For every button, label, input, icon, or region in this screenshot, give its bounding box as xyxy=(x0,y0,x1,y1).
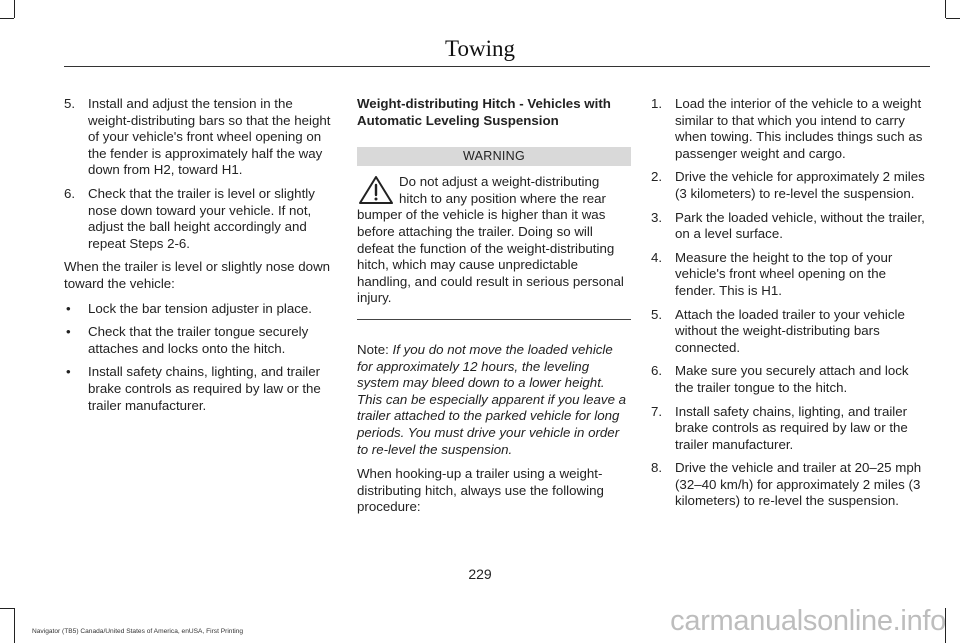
step-number: 7. xyxy=(651,403,663,419)
step-number: 6. xyxy=(64,185,76,201)
section-heading: Weight-distributing Hitch - Vehicles with Automatic Leveling Suspension xyxy=(357,96,611,128)
list-item xyxy=(651,363,926,396)
crop-mark-bottom-left-h xyxy=(0,608,14,609)
list-item xyxy=(651,307,926,357)
bullet-text: Check that the trailer tongue securely attaches and locks onto the hitch. xyxy=(88,324,309,356)
watermark: carmanualsonline.info xyxy=(670,605,946,637)
bullet-icon: • xyxy=(66,324,71,340)
paragraph: When the trailer is level or slightly nose down toward the vehicle: xyxy=(64,259,331,291)
header-divider xyxy=(64,66,930,67)
bullet-text: Lock the bar tension adjuster in place. xyxy=(88,300,312,316)
list-item xyxy=(64,364,338,414)
step-number: 8. xyxy=(651,460,663,476)
step-list xyxy=(64,96,338,252)
step-number: 4. xyxy=(651,249,663,265)
step-text: Drive the vehicle and trailer at 20–25 mph (32–40 km/h) for approximately 2 miles (3 kilometers) to re-level the suspension. xyxy=(675,460,922,509)
list-item xyxy=(651,96,926,162)
crop-mark-bottom-left xyxy=(14,608,15,643)
step-text: Measure the height to the top of your vehicle's front wheel opening on the fender. This is H1. xyxy=(675,249,893,298)
step-list xyxy=(651,96,926,510)
list-item xyxy=(64,301,338,318)
crop-mark-top-right xyxy=(945,0,946,18)
step-number: 1. xyxy=(651,96,663,111)
column-left xyxy=(64,96,338,421)
page-title: Towing xyxy=(445,36,515,61)
list-item xyxy=(64,324,338,357)
crop-mark-top-left xyxy=(14,0,15,18)
column-middle xyxy=(357,96,631,524)
bullet-list xyxy=(64,301,338,415)
list-item xyxy=(651,169,926,202)
step-text: Make sure you securely attach and lock the trailer tongue to the hitch. xyxy=(675,363,909,395)
step-text: Install and adjust the tension in the weight-distributing bars so that the height of your vehicle's front wheel opening on the fender is approximately half the way down from H2, toward H1. xyxy=(88,96,331,178)
bullet-icon: • xyxy=(66,364,71,380)
step-text: Install safety chains, lighting, and trailer brake controls as required by law or the trailer manufacturer. xyxy=(675,403,908,452)
warning-banner: WARNING xyxy=(357,147,631,166)
list-item xyxy=(651,460,926,510)
step-text: Check that the trailer is level or slightly nose down toward your vehicle. If not, adjust the ball height accordingly and repeat Steps 2-6. xyxy=(88,185,315,251)
column-right xyxy=(651,96,926,517)
step-text: Attach the loaded trailer to your vehicle without the weight-distributing bars connected. xyxy=(675,306,905,355)
step-number: 5. xyxy=(64,96,76,111)
list-item xyxy=(651,250,926,300)
page-number: 229 xyxy=(468,566,492,582)
crop-mark-top-right-h xyxy=(946,18,960,19)
step-number: 6. xyxy=(651,363,663,379)
crop-mark-top-left-h xyxy=(0,18,14,19)
step-text: Drive the vehicle for approximately 2 miles (3 kilometers) to re-level the suspension. xyxy=(675,169,925,201)
paragraph: When hooking-up a trailer using a weight-distributing hitch, always use the following procedure: xyxy=(357,466,604,515)
list-item xyxy=(651,210,926,243)
list-item xyxy=(64,96,338,179)
list-item xyxy=(651,404,926,454)
step-text: Load the interior of the vehicle to a weight similar to that which you intend to carry when towing. This includes things such as passenger weight and cargo. xyxy=(675,96,923,161)
warning-text: Do not adjust a weight-distributing hitch to any position where the rear bumper of the vehicle is higher than it was before attaching the trailer. Doing so will defeat the function of the weight-distributing hitch, which may cause unpredictable handling, and could result in serious personal injury. xyxy=(357,174,624,306)
footer-edition-text: Navigator (TB5) Canada/United States of America, enUSA, First Printing xyxy=(32,628,244,635)
note-text: If you do not move the loaded vehicle for approximately 12 hours, the leveling system may bleed down to a lower height. This can be especially apparent if you leave a trailer attached to the parked vehicle for long periods. You must drive your vehicle in order to re-level the suspension. xyxy=(357,341,627,457)
warning-box xyxy=(357,174,631,307)
step-number: 3. xyxy=(651,209,663,225)
note-paragraph xyxy=(357,342,631,458)
step-text: Park the loaded vehicle, without the trailer, on a level surface. xyxy=(675,209,925,242)
note-label: Note: xyxy=(357,341,389,357)
warning-divider xyxy=(357,319,631,320)
step-number: 5. xyxy=(651,306,663,322)
step-number: 2. xyxy=(651,169,663,185)
list-item xyxy=(64,186,338,252)
warning-triangle-icon xyxy=(357,175,395,205)
bullet-text: Install safety chains, lighting, and trailer brake controls as required by law or the trailer manufacturer. xyxy=(88,364,321,413)
bullet-icon: • xyxy=(66,300,71,316)
